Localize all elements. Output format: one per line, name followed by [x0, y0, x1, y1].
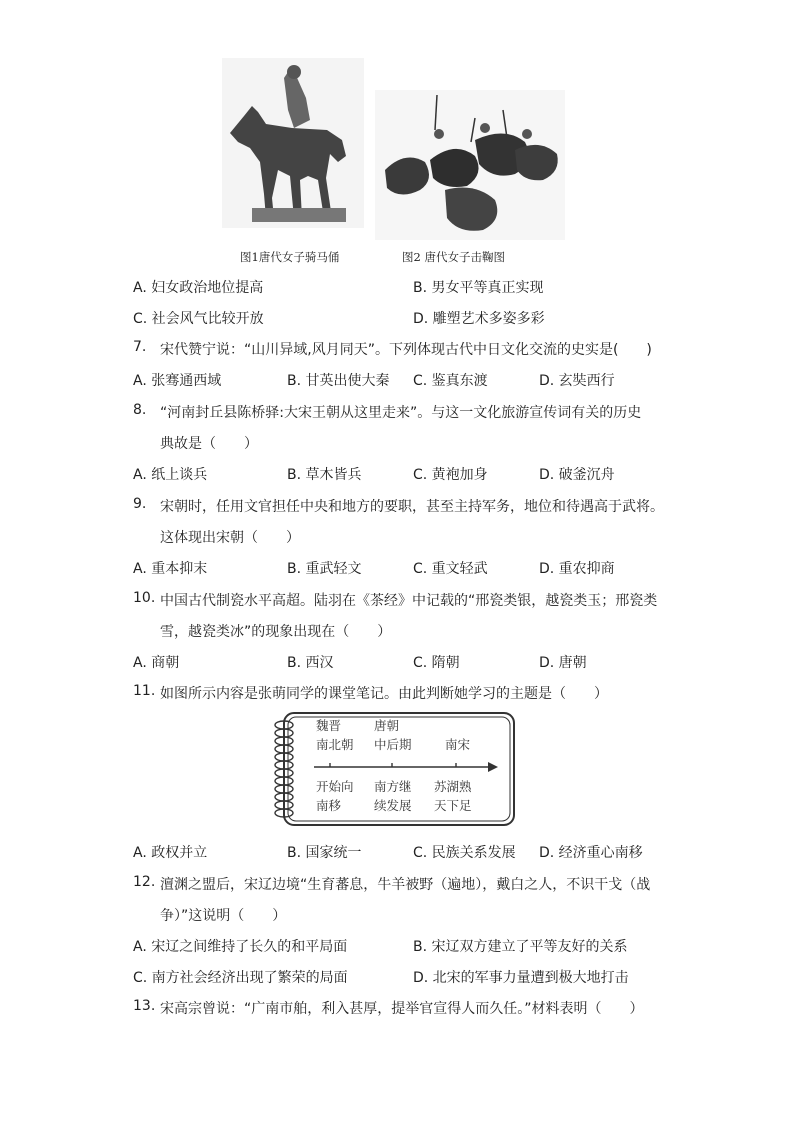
q8-number: 8.: [133, 402, 147, 418]
q10-stem-line1: 中国古代制瓷水平高超。陆羽在《茶经》中记载的“邢瓷类银，越瓷类玉；邢瓷类: [160, 593, 658, 609]
q10-option-d[interactable]: D. 唐朝: [539, 655, 587, 671]
figure-1-caption: 图1唐代女子骑马俑: [240, 250, 340, 264]
figure-2-caption: 图2 唐代女子击鞠图: [402, 250, 505, 264]
notebook-label: 南移: [316, 798, 342, 813]
q10-option-a[interactable]: A. 商朝: [133, 655, 180, 671]
notebook-label: 中后期: [374, 737, 412, 752]
notebook-label: 南方继: [374, 779, 412, 794]
q11-option-b[interactable]: B. 国家统一: [287, 845, 362, 861]
notebook-top-col3: 南宋: [445, 737, 471, 752]
q12-option-a[interactable]: A. 宋辽之间维持了长久的和平局面: [133, 939, 348, 955]
notebook-bottom-col2: [374, 777, 412, 815]
q12-option-d[interactable]: D. 北宋的军事力量遭到极大地打击: [413, 970, 629, 986]
q7-stem: 宋代赞宁说：“山川异域,风月同天”。下列体现古代中日文化交流的史实是( ): [160, 342, 652, 358]
q9-option-d[interactable]: D. 重农抑商: [539, 561, 615, 577]
q7-option-c[interactable]: C. 鉴真东渡: [413, 373, 488, 389]
notebook-bottom-col1: [316, 777, 354, 815]
q11-option-c[interactable]: C. 民族关系发展: [413, 845, 516, 861]
q10-option-b[interactable]: B. 西汉: [287, 655, 334, 671]
q9-number: 9.: [133, 496, 147, 512]
q8-stem-line2: 典故是（ ）: [160, 436, 258, 452]
horse-rider-figurine-image: [222, 58, 364, 228]
q11-option-a[interactable]: A. 政权并立: [133, 845, 208, 861]
q8-stem-line1: “河南封丘县陈桥驿:大宋王朝从这里走来”。与这一文化旅游宣传词有关的历史: [160, 405, 642, 421]
q10-number: 10.: [133, 590, 156, 606]
q7-option-b[interactable]: B. 甘英出使大秦: [287, 373, 390, 389]
notebook-label: 唐朝: [374, 718, 400, 733]
notebook-label: 苏湖熟: [434, 779, 472, 794]
q8-option-c[interactable]: C. 黄袍加身: [413, 467, 488, 483]
polo-painting-image: [375, 90, 565, 240]
q7-number: 7.: [133, 339, 147, 355]
figure-2-photo: [375, 90, 565, 240]
q10-stem-line2: 雪，越瓷类冰”的现象出现在（ ）: [160, 624, 392, 640]
q9-option-b[interactable]: B. 重武轻文: [287, 561, 362, 577]
q6-option-b[interactable]: B. 男女平等真正实现: [413, 280, 544, 296]
q11-notebook-figure: [270, 711, 518, 829]
q9-option-c[interactable]: C. 重文轻武: [413, 561, 488, 577]
q6-option-a[interactable]: A. 妇女政治地位提高: [133, 280, 264, 296]
notebook-bottom-col3: [434, 777, 472, 815]
q11-number: 11.: [133, 683, 156, 699]
q13-stem: 宋高宗曾说：“广南市舶，利入甚厚，提举官宣得人而久任。”材料表明（ ）: [160, 1001, 644, 1017]
notebook-top-col1: [316, 716, 354, 754]
q12-option-b[interactable]: B. 宋辽双方建立了平等友好的关系: [413, 939, 628, 955]
q7-option-a[interactable]: A. 张骞通西域: [133, 373, 222, 389]
notebook-label: 开始向: [316, 779, 354, 794]
q6-option-d[interactable]: D. 雕塑艺术多姿多彩: [413, 311, 545, 327]
notebook-top-col2: [374, 716, 412, 754]
q8-option-b[interactable]: B. 草木皆兵: [287, 467, 362, 483]
q8-option-a[interactable]: A. 纸上谈兵: [133, 467, 208, 483]
notebook-label: 南北朝: [316, 737, 354, 752]
q11-option-d[interactable]: D. 经济重心南移: [539, 845, 643, 861]
q7-option-d[interactable]: D. 玄奘西行: [539, 373, 615, 389]
q12-number: 12.: [133, 874, 156, 890]
q9-stem-line1: 宋朝时，任用文官担任中央和地方的要职，甚至主持军务，地位和待遇高于武将。: [160, 499, 664, 515]
q9-option-a[interactable]: A. 重本抑末: [133, 561, 208, 577]
q12-stem-line1: 澶渊之盟后，宋辽边境“生育蕃息，牛羊被野（遍地），戴白之人，不识干戈（战: [160, 877, 651, 893]
notebook-label: 续发展: [374, 798, 412, 813]
notebook-label: 天下足: [434, 798, 472, 813]
q13-number: 13.: [133, 998, 156, 1014]
q6-option-c[interactable]: C. 社会风气比较开放: [133, 311, 264, 327]
q12-option-c[interactable]: C. 南方社会经济出现了繁荣的局面: [133, 970, 348, 986]
q12-stem-line2: 争）”这说明（ ）: [160, 908, 287, 924]
q8-option-d[interactable]: D. 破釜沉舟: [539, 467, 615, 483]
q9-stem-line2: 这体现出宋朝（ ）: [160, 530, 300, 546]
notebook-label: 魏晋: [316, 718, 342, 733]
figure-1-photo: [222, 58, 364, 228]
q10-option-c[interactable]: C. 隋朝: [413, 655, 460, 671]
q11-stem: 如图所示内容是张萌同学的课堂笔记。由此判断她学习的主题是（ ）: [160, 686, 608, 702]
